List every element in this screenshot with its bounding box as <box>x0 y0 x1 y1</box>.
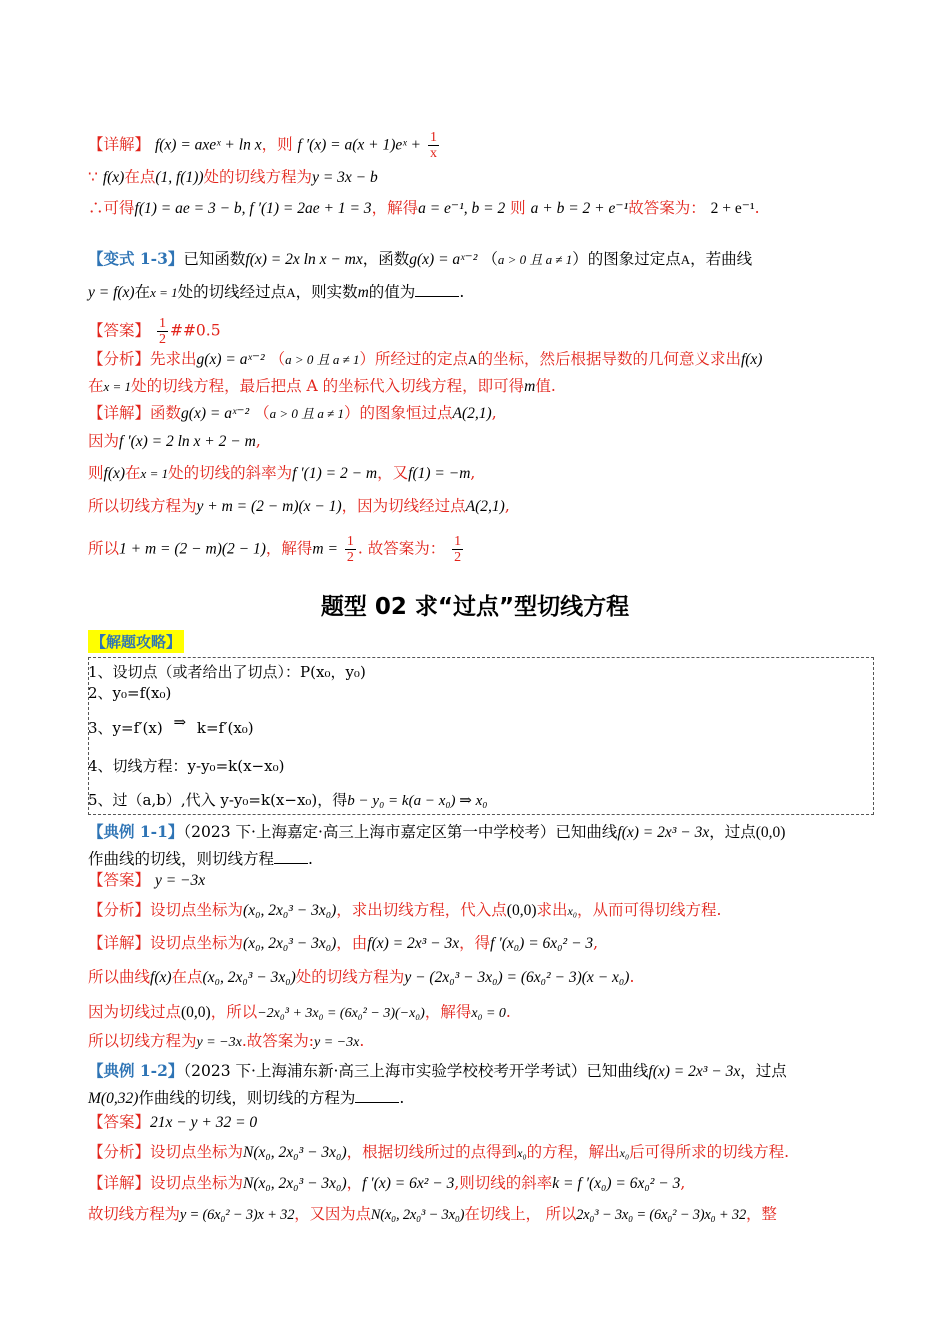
text: ，又 <box>377 464 409 482</box>
therefore-text: ∴可得 <box>88 199 135 217</box>
text: 故答案为： <box>628 199 706 217</box>
formula: x = 1 <box>140 466 169 481</box>
formula: f ′(x) = 6x² − 3 <box>362 1175 455 1192</box>
formula-fprime: f ′(x) = a(x + 1)eˣ + <box>297 136 422 154</box>
text: 处的切线方程，最后把点 A 的坐标代入切线方程，即可得 <box>131 377 525 395</box>
fraction-num: 1 <box>454 534 462 549</box>
text: ，从而可得切线方程. <box>577 901 722 919</box>
detail-label: 【详解】 <box>88 404 151 422</box>
formula: (x₀, 2x₀³ − 3x₀) <box>243 902 337 919</box>
text: （ <box>269 350 286 368</box>
answer-value: y = −3x <box>154 872 206 889</box>
text: ，则 <box>261 135 293 154</box>
text: （2023 下·上海浦东新·高三上海市实验学校校考开学考试）已知曲线 <box>183 1062 649 1080</box>
step-text: 3、y=f′(x) <box>88 719 163 737</box>
example-1-1-question-line-2 <box>88 849 313 869</box>
because-symbol: ∵ <box>88 168 98 186</box>
text: 在点 <box>171 968 203 986</box>
text: ，解得 <box>371 199 419 217</box>
text: ）所经过的定点 <box>359 350 469 368</box>
text: . <box>629 968 635 986</box>
example-1-1-detail-line-3 <box>88 1002 511 1024</box>
text: , <box>470 464 476 482</box>
text: 设切点坐标为 <box>150 901 244 919</box>
text: ，函数 <box>362 250 410 268</box>
analysis-label: 【分析】 <box>88 901 151 919</box>
answer-blank <box>355 1088 399 1103</box>
text: 作曲线的切线，则切线方程 <box>88 850 275 868</box>
text: 先求出 <box>150 350 197 368</box>
text: , <box>593 934 599 952</box>
formula-f: f(x) = axeˣ + ln x <box>154 136 262 154</box>
text: ， <box>346 1174 363 1192</box>
variant-label: 【变式 1-3】 <box>88 249 184 268</box>
text: ）的图象过定点 <box>572 250 681 268</box>
answer-label: 【答案】 <box>88 321 151 340</box>
formula: y = −3x <box>314 1035 360 1050</box>
formula: f(x) <box>103 465 126 482</box>
point-a: A <box>286 285 296 300</box>
formula: a + b = 2 + e⁻¹ <box>530 200 629 217</box>
point-a: A <box>680 252 691 267</box>
strategy-step-3 <box>88 713 254 738</box>
detail-line-1 <box>88 130 441 161</box>
text: .故答案为: <box>241 1032 314 1050</box>
answer-blank <box>415 282 459 297</box>
text: 设切点坐标为 <box>150 1143 244 1161</box>
example-1-2-question-line-2 <box>88 1088 404 1109</box>
formula: (0,0) <box>506 902 537 919</box>
text: ，解得 <box>424 1003 472 1021</box>
text: ，得 <box>459 934 491 952</box>
formula: x₀ <box>567 904 578 918</box>
variant-question-line-1 <box>88 249 752 270</box>
formula: f(x) = 2x³ − 3x <box>367 935 460 952</box>
formula: N(x₀, 2x₀³ − 3x₀) <box>370 1207 465 1223</box>
example-1-1-analysis <box>88 900 721 921</box>
text: . 故答案为： <box>357 539 446 558</box>
formula: (x₀, 2x₀³ − 3x₀) <box>243 935 337 952</box>
strategy-step-5 <box>88 790 488 811</box>
text: . <box>359 1032 365 1050</box>
text: 处的切线经过点 <box>177 283 287 301</box>
example-1-1-answer <box>88 870 205 891</box>
formula: b − y₀ = k(a − x₀) ⇒ x₀ <box>347 793 488 809</box>
detail-label: 【详解】 <box>88 1174 151 1192</box>
example-1-1-detail-line-4 <box>88 1031 364 1053</box>
formula: (x₀, 2x₀³ − 3x₀) <box>202 969 296 986</box>
detail-label: 【详解】 <box>88 934 151 952</box>
strategy-tag: 【解题攻略】 <box>88 630 184 653</box>
text: . <box>399 1089 405 1107</box>
text: . <box>505 1003 511 1021</box>
variant-analysis-line-2 <box>88 376 556 397</box>
formula: g(x) = aˣ⁻² <box>181 405 250 422</box>
example-1-1-detail-line-1 <box>88 933 598 954</box>
formula: M(0,32) <box>88 1090 139 1107</box>
formula: f(x) <box>150 969 172 986</box>
text: 所以切线方程为 <box>88 1032 197 1050</box>
text: , <box>680 1174 686 1192</box>
text: （ <box>254 404 270 422</box>
formula: g(x) = aˣ⁻² <box>409 251 478 268</box>
text: 所以切线方程为 <box>88 497 197 515</box>
text: ，过点 <box>709 823 756 841</box>
text: 作曲线的切线，则切线的方程为 <box>138 1089 356 1107</box>
example-1-2-detail-line-2 <box>88 1204 777 1225</box>
formula: a = e⁻¹, b = 2 <box>418 200 506 217</box>
text: ，由 <box>336 934 368 952</box>
text: 设切点坐标为 <box>150 1174 244 1192</box>
text: . <box>459 283 465 301</box>
text: 设切点坐标为 <box>150 934 244 952</box>
formula: A(2,1) <box>465 498 505 515</box>
formula: f(x) = 2x³ − 3x <box>617 824 710 841</box>
text: ，则实数 <box>295 283 358 301</box>
answer-label: 【答案】 <box>88 1113 151 1131</box>
formula: 2x₀³ − 3x₀ = (6x₀² − 3)x₀ + 32 <box>576 1207 747 1223</box>
formula: y = f(x) <box>88 284 135 301</box>
text: 值. <box>535 377 556 395</box>
text: （ <box>482 250 498 268</box>
text: ，又因为点 <box>294 1205 371 1223</box>
formula: (0,0) <box>755 824 786 841</box>
formula: a > 0 且 a ≠ 1 <box>497 252 573 267</box>
text: 处的切线方程为 <box>203 168 313 186</box>
example-1-2-answer <box>88 1112 257 1133</box>
text: ，过点 <box>740 1062 787 1080</box>
fraction-den: 2 <box>454 550 462 565</box>
text: , <box>491 404 497 422</box>
text: ，解得 <box>265 539 313 558</box>
variant-question-line-2 <box>88 282 464 303</box>
text: 求出 <box>536 901 568 919</box>
fraction-den: 2 <box>346 550 354 565</box>
formula: f(x) = 2x³ − 3x <box>648 1063 741 1080</box>
text: ,则切线的斜率 <box>454 1174 553 1192</box>
text: , <box>255 432 261 450</box>
formula: a > 0 且 a ≠ 1 <box>269 406 345 421</box>
formula: N(x₀, 2x₀³ − 3x₀) <box>243 1144 347 1161</box>
text: ）的图象恒过点 <box>344 404 453 422</box>
formula: f(x) <box>740 351 763 368</box>
step-text: 5、过（a,b）,代入 y-y₀=k(x−x₀)，得 <box>88 791 348 809</box>
text: 处的切线方程为 <box>295 968 405 986</box>
fraction <box>452 534 463 565</box>
variant-detail-line-3 <box>88 463 475 484</box>
text: 的坐标，然后根据导数的几何意义求出 <box>477 350 741 368</box>
text: 所以 <box>88 539 120 558</box>
formula: g(x) = aˣ⁻² <box>196 351 265 368</box>
fraction-num: 1 <box>429 130 437 145</box>
text: 则 <box>510 199 526 217</box>
formula: f(1) = ae = 3 − b, f ′(1) = 2ae + 1 = 3 <box>134 200 372 217</box>
answer-blank <box>274 849 308 864</box>
formula: y − (2x₀³ − 3x₀) = (6x₀² − 3)(x − x₀) <box>404 969 630 986</box>
formula: N(x₀, 2x₀³ − 3x₀) <box>243 1175 347 1192</box>
formula: x₀ = 0 <box>471 1006 506 1021</box>
text: 的值为 <box>368 283 416 301</box>
text: 在切线上， 所以 <box>464 1205 577 1223</box>
formula: a > 0 且 a ≠ 1 <box>285 352 360 367</box>
detail-line-2 <box>88 167 378 188</box>
formula: x₀ <box>619 1146 630 1160</box>
analysis-label: 【分析】 <box>88 350 151 368</box>
strategy-step-1: 1、设切点（或者给出了切点）：P(x₀，y₀) <box>88 663 366 681</box>
text: 在 <box>88 377 104 395</box>
fraction-num: 1 <box>158 316 166 331</box>
example-1-2-question-line-1 <box>88 1061 787 1082</box>
text: 因为切线过点 <box>88 1003 182 1021</box>
formula: (0,0) <box>181 1004 211 1021</box>
text: 处的切线的斜率为 <box>168 464 293 482</box>
detail-line-3 <box>88 198 760 219</box>
text: 函数 <box>150 404 182 422</box>
text: . <box>308 850 313 868</box>
example-label: 【典例 1-1】 <box>88 822 184 841</box>
text: 已知函数 <box>183 250 246 268</box>
text: ，因为切线经过点 <box>341 497 466 515</box>
answer-label: 【答案】 <box>88 871 151 889</box>
formula: f ′(x) = 2 ln x + 2 − m <box>119 433 256 450</box>
text: ，所以 <box>210 1003 258 1021</box>
fraction <box>345 534 356 565</box>
formula: A(2,1) <box>452 405 492 422</box>
formula: x = 1 <box>150 285 178 300</box>
formula: f ′(x₀) = 6x₀² − 3 <box>490 935 594 952</box>
text: 则 <box>88 464 104 482</box>
formula: x₀ <box>517 1146 527 1160</box>
example-label: 【典例 1-2】 <box>88 1061 184 1080</box>
text: 所以曲线 <box>88 968 151 986</box>
variant-answer <box>88 316 221 347</box>
section-title: 题型 02 求“过点”型切线方程 <box>320 594 630 620</box>
variable-m: m <box>357 284 369 301</box>
point-a: A <box>468 352 478 367</box>
answer-value: 21x − y + 32 = 0 <box>150 1114 258 1131</box>
answer-fraction <box>157 316 168 347</box>
text: （2023 下·上海嘉定·高三上海市嘉定区第一中学校考）已知曲线 <box>183 823 618 841</box>
variant-detail-line-5 <box>88 534 465 565</box>
text: 在 <box>134 283 151 301</box>
fraction-num: 1 <box>346 534 354 549</box>
example-1-1-detail-line-2 <box>88 967 634 988</box>
example-1-2-detail-line-1 <box>88 1173 685 1194</box>
fraction <box>428 130 439 161</box>
formula: k = f ′(x₀) = 6x₀² − 3 <box>552 1175 681 1192</box>
formula: y = (6x₀² − 3)x + 32 <box>179 1207 295 1223</box>
text: 后可得所求的切线方程. <box>629 1143 790 1161</box>
formula: f(1) = −m <box>408 465 471 482</box>
step-text: k=f′(x₀) <box>196 719 254 737</box>
text: ，根据切线所过的点得到 <box>346 1143 518 1161</box>
formula: y = −3x <box>196 1035 242 1050</box>
text: ，整 <box>746 1205 777 1223</box>
implies-arrow-icon: ⇒ <box>173 713 187 731</box>
formula: y + m = (2 − m)(x − 1) <box>196 498 342 515</box>
text: ，若曲线 <box>690 250 753 268</box>
variant-detail-line-2 <box>88 431 261 452</box>
text: 在 <box>125 464 141 482</box>
answer-alt: ##0.5 <box>169 321 221 340</box>
answer-value: 2 + e⁻¹ <box>710 200 755 217</box>
text: 故切线方程为 <box>88 1205 180 1223</box>
fraction-den: 2 <box>158 332 166 347</box>
analysis-label: 【分析】 <box>88 1143 151 1161</box>
formula: x = 1 <box>103 379 132 394</box>
formula: 1 + m = (2 − m)(2 − 1) <box>119 540 266 558</box>
strategy-step-2: 2、y₀=f(x₀) <box>88 684 172 702</box>
text: , <box>504 497 510 515</box>
text: . <box>754 199 760 217</box>
fraction-den: x <box>429 146 437 161</box>
strategy-step-4: 4、切线方程：y-y₀=k(x−x₀) <box>88 757 285 775</box>
variable-m: m <box>524 378 536 395</box>
example-1-2-analysis <box>88 1142 789 1163</box>
formula: f ′(1) = 2 − m <box>292 465 378 482</box>
formula: −2x₀³ + 3x₀ = (6x₀² − 3)(−x₀) <box>257 1006 425 1021</box>
formula: (1, f(1)) <box>155 169 204 186</box>
formula: y = 3x − b <box>312 169 378 186</box>
text: 因为 <box>88 432 120 450</box>
variant-detail-line-4 <box>88 496 510 517</box>
formula: f(x) <box>102 169 125 186</box>
variant-analysis-line-1 <box>88 349 762 370</box>
example-1-1-question-line-1 <box>88 822 785 843</box>
text: 的方程，解出 <box>526 1143 620 1161</box>
formula: f(x) = 2x ln x − mx <box>245 251 363 268</box>
formula: m = <box>312 540 338 558</box>
text: ，求出切线方程，代入点 <box>336 901 507 919</box>
detail-label: 【详解】 <box>88 135 151 154</box>
variant-detail-line-1 <box>88 403 497 424</box>
text: 在点 <box>124 168 156 186</box>
